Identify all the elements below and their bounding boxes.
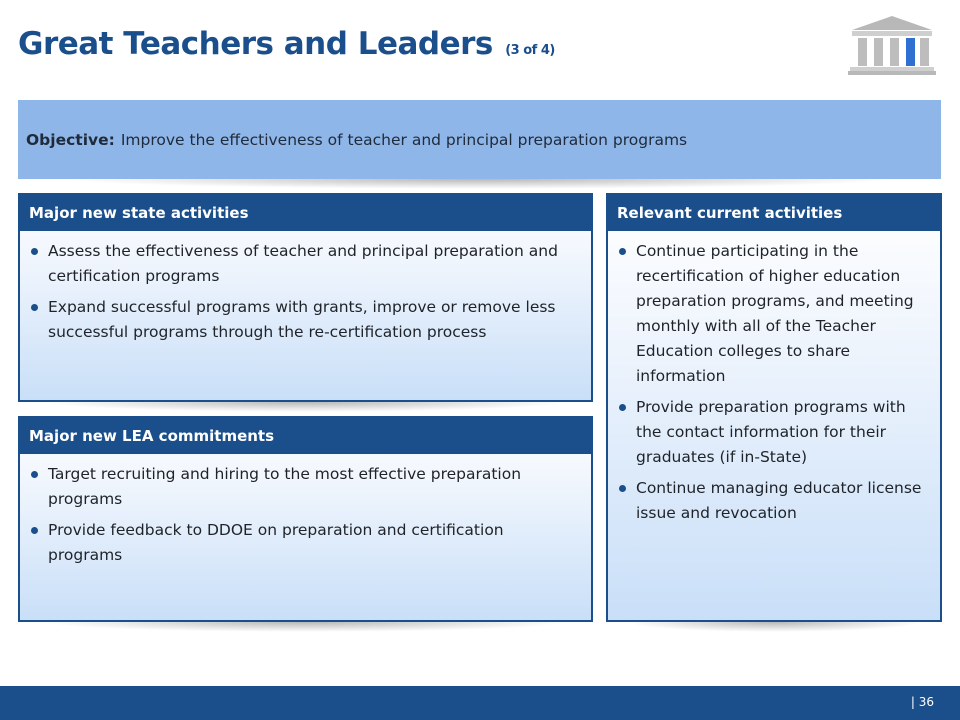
panel-shadow	[40, 402, 570, 412]
building-columns-icon	[846, 14, 938, 76]
objective-banner	[18, 100, 941, 179]
objective-shadow	[60, 179, 900, 189]
objective-label: Objective:	[26, 130, 115, 149]
list-item: Expand successful programs with grants, improve or remove less successful programs through the re-certification process	[29, 295, 577, 345]
state-activities-panel	[18, 193, 593, 402]
state-activities-header: Major new state activities	[20, 195, 591, 231]
panel-shadow	[40, 622, 570, 632]
state-activities-list	[20, 231, 591, 345]
title-subtitle: (3 of 4)	[505, 43, 555, 58]
page-number: | 36	[910, 695, 934, 709]
lea-commitments-panel	[18, 416, 593, 622]
objective-text: Improve the effectiveness of teacher and principal preparation programs	[120, 130, 688, 149]
current-activities-list	[608, 231, 940, 526]
page-title	[18, 26, 555, 62]
list-item: Assess the effectiveness of teacher and principal preparation and certification programs	[29, 239, 577, 289]
list-item: Provide feedback to DDOE on preparation and certification programs	[29, 518, 577, 568]
footer-bar	[0, 686, 960, 720]
list-item: Continue managing educator license issue and revocation	[617, 476, 926, 526]
current-activities-header: Relevant current activities	[608, 195, 940, 231]
list-item: Provide preparation programs with the contact information for their graduates (if in-State)	[617, 395, 926, 470]
title-text: Great Teachers and Leaders	[18, 26, 493, 62]
current-activities-panel	[606, 193, 942, 622]
list-item: Target recruiting and hiring to the most effective preparation programs	[29, 462, 577, 512]
lea-commitments-list	[20, 454, 591, 568]
list-item: Continue participating in the recertification of higher education preparation programs, and meeting monthly with all of the Teacher Education colleges to share information	[617, 239, 926, 389]
panel-shadow	[626, 622, 922, 632]
lea-commitments-header: Major new LEA commitments	[20, 418, 591, 454]
